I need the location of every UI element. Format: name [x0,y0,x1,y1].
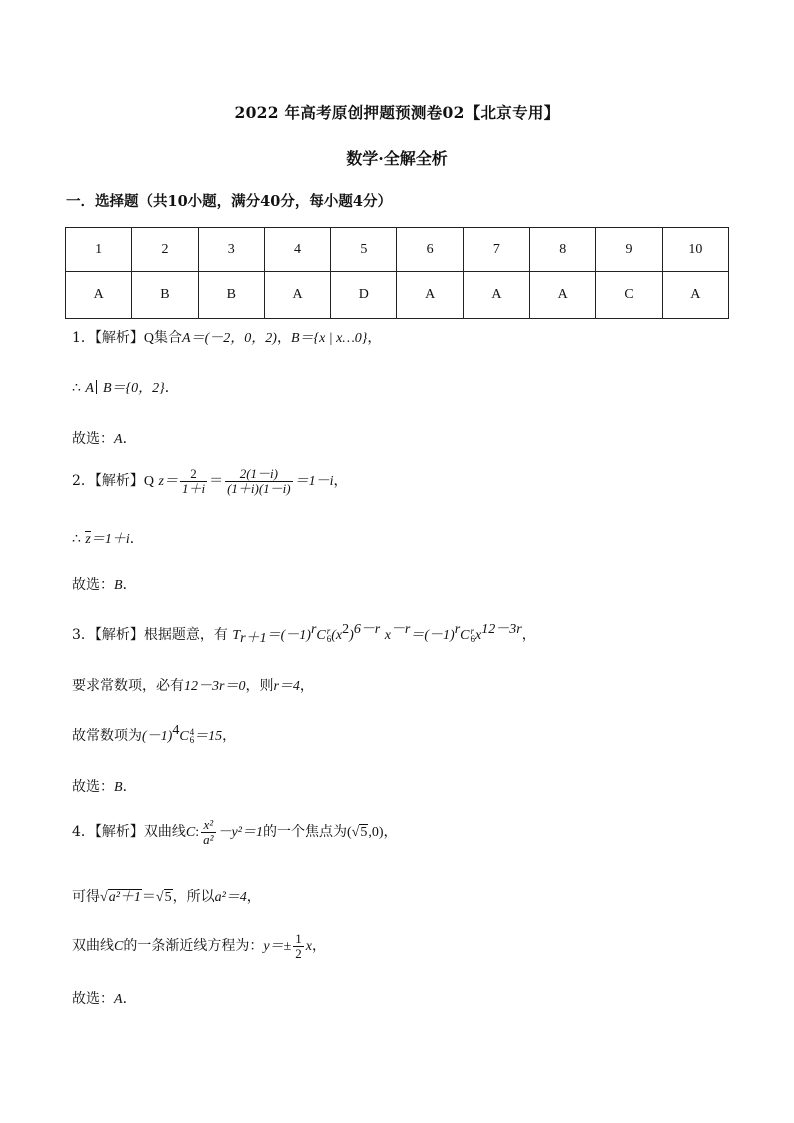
fraction: $\frac{1}{2}$ [295,931,302,961]
fraction: $\frac{\text{x²}}{\text{a²}}$ [203,817,214,847]
answer-table-answer-row [66,272,729,319]
question-number-cell: 4 [264,228,330,272]
answer-cell: A [66,272,132,319]
answer-cell: B [198,272,264,319]
page-subtitle: 数学·全解全析 [346,149,448,168]
question-number-cell: 3 [198,228,264,272]
answer-table [65,227,729,319]
question-number-cell: 2 [132,228,198,272]
answer-cell: A [530,272,596,319]
answer-cell: D [331,272,397,319]
solution-q4-line1: 4．【解析】双曲线C: $\frac{\text{x²}}{\text{a²}}$ －y²＝1的一个焦点为(√5,0)， [72,817,398,847]
solution-q3-line3: 故常数项为$(-1)^4C$ 4 6 ＝15， [72,723,237,745]
answer-cell: B [132,272,198,319]
fraction: $\frac{2(1-i)}{(1+i)(1-i)}$ [227,466,291,496]
solution-q4-line2: 可得√a²＋1＝√5，所以a²＝4， [72,889,261,905]
page-title: 2022 年高考原创押题预测卷02【北京专用】 [234,103,560,122]
answer-table-number-row [66,228,729,272]
answer-cell: C [596,272,662,319]
question-number-cell: 5 [331,228,397,272]
solution-q4-line3: 双曲线C的一条渐近线方程为：y＝± $\frac{1}{2}$ x， [72,931,326,961]
question-number-cell: 6 [397,228,463,272]
solution-q1-answer: 故选：A． [72,431,137,447]
solution-q1-line1: 1．【解析】Q集合A＝(－2，0，2)，B＝{x | x…0}， [72,330,382,346]
solution-q2-answer: 故选：B． [72,577,137,593]
solution-q2-line1: 2．【解析】Q z＝ $\frac{2}{1+i}$ ＝ $\frac{2(1-i)}{(1+i)(1-i)}$ ＝1－i， [72,466,348,496]
answer-cell: A [662,272,728,319]
solution-q3-answer: 故选：B． [72,779,137,795]
question-number-cell: 10 [662,228,728,272]
solution-q1-line2: ∴ A B＝{0，2}． [72,380,179,396]
solution-q3-line1: 3．【解析】根据题意，有 $T_{r+1}=(-1)^rC$ r 6 $(x^2)^{6-r}$ $x^{-r}=(-1)^rC$ r 6 $x^{12-3r}$， [72,622,536,646]
fraction: $\frac{2}{1+i}$ [181,466,206,496]
answer-cell: A [463,272,529,319]
answer-cell: A [397,272,463,319]
question-number-cell: 1 [66,228,132,272]
answer-cell: A [264,272,330,319]
solution-q3-line2: 要求常数项，必有12－3r＝0，则r＝4， [72,678,314,694]
solution-q2-line2: ∴ z＝1＋i． [72,531,144,547]
question-number-cell: 9 [596,228,662,272]
solution-q4-answer: 故选：A． [72,991,137,1007]
question-number-cell: 7 [463,228,529,272]
section-heading: 一．选择题（共10小题，满分40分，每小题4分） [66,193,392,210]
question-number-cell: 8 [530,228,596,272]
